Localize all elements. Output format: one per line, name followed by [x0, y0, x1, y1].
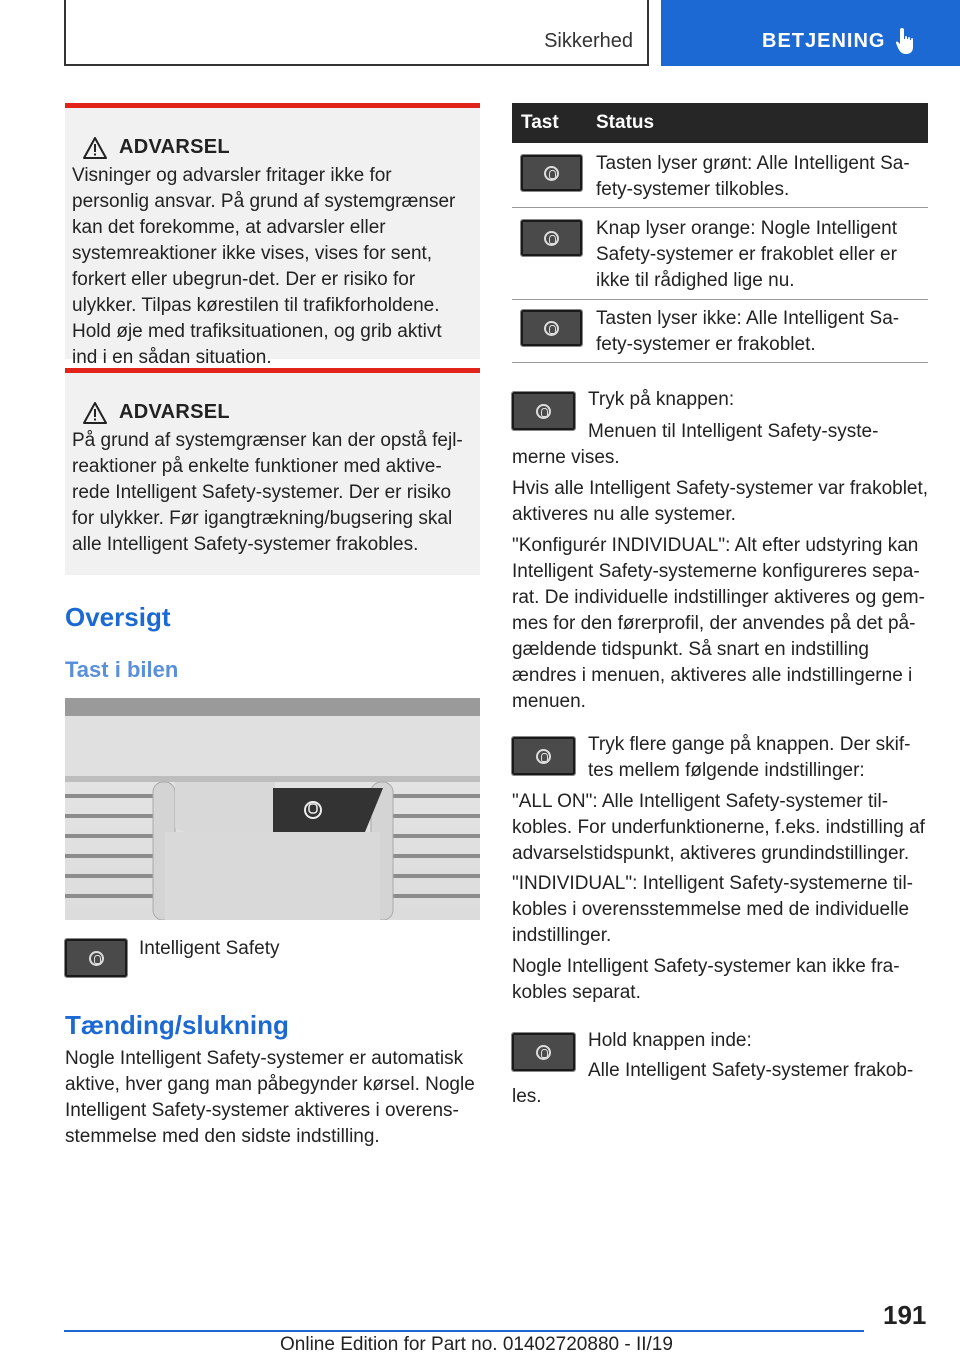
paragraph-3: "ALL ON": Alle Intelligent Safety-systemer til-kobles. For underfunktionerne, f.eks. indstilling af advarselstidspunkt, aktiveres grundindstillinger.: [512, 791, 925, 864]
col-tast: Tast: [521, 112, 559, 133]
warning-title: ADVARSEL: [119, 136, 230, 158]
warning-box-2: [65, 368, 480, 575]
paragraph-2: "Konfigurér INDIVIDUAL": Alt efter udstyring kan Intelligent Safety-systemerne konfigureres sepa-rat. De individuelle indstillinger aktiveres og gem-mes for den førerprofil, der anvendes på det på-gældende tidspunkt. Så snart en indstilling ændres i menuen, aktiveres alle indstillingerne i menuen.: [512, 535, 925, 712]
intelligent-safety-key-icon: [65, 939, 127, 977]
col-status: Status: [596, 112, 655, 133]
car-dashboard-image: [65, 698, 480, 920]
warning-triangle-icon: [83, 137, 107, 159]
paragraph-4: "INDIVIDUAL": Intelligent Safety-systemerne til-kobles i overensstemmelse med de individuelle indstillinger.: [512, 873, 914, 946]
hold-label: Hold knappen inde:: [588, 1030, 752, 1051]
table-row: Knap lyser orange: Nogle Intelligent Safety-systemer er frakoblet eller er ikke til rådighed lige nu.: [512, 208, 928, 300]
multi-press-text: Tryk flere gange på knappen. Der skif-tes mellem følgende indstillinger:: [588, 734, 911, 781]
table-header: [512, 103, 928, 143]
taending-text: Nogle Intelligent Safety-systemer er automatisk aktive, hver gang man påbegynder kørsel. Nogle Intelligent Safety-systemer aktiveres i overens-stemmelse med den sidste indstilling.: [65, 1048, 475, 1147]
footer-divider: [64, 1330, 864, 1332]
warning-box-1: [65, 103, 480, 368]
paragraph-1: Hvis alle Intelligent Safety-systemer var frakoblet, aktiveres nu alle systemer.: [512, 478, 929, 525]
heading-taending-slukning: Tænding/slukning: [65, 1010, 289, 1040]
header-section-tab: [64, 0, 649, 66]
warning-triangle-icon: [83, 402, 107, 424]
heading-oversigt: Oversigt: [65, 602, 171, 632]
status-table: [512, 103, 928, 363]
key-green-icon: [521, 155, 582, 191]
paragraph-5: Nogle Intelligent Safety-systemer kan ikke fra-kobles separat.: [512, 956, 900, 1003]
page-number: 191: [883, 1300, 927, 1330]
key-off-icon: [521, 310, 582, 346]
hold-text: Alle Intelligent Safety-systemer frakob-les.: [512, 1060, 914, 1107]
table-row: Tasten lyser ikke: Alle Intelligent Sa-fety-systemer er frakoblet.: [512, 300, 928, 363]
key-caption: Intelligent Safety: [139, 938, 280, 959]
key-orange-icon: [521, 220, 582, 256]
chapter-title: BETJENING: [762, 30, 886, 52]
warning-text: Visninger og advarsler fritager ikke for personlig ansvar. På grund af systemgrænser kan det forekomme, at advarsler eller systemreaktioner ikke vises, vises for sent, forkert eller ubegrun-det. Der er risiko for ulykker. Tilpas kørestilen til trafikforholdene. Hold øje med trafiksituationen, og grib aktivt ind i en sådan situation.: [72, 165, 456, 368]
warning-title: ADVARSEL: [119, 401, 230, 423]
press-text: Menuen til Intelligent Safety-syste-merne vises.: [512, 421, 879, 468]
header-chapter-tab: [661, 0, 960, 66]
table-row: Tasten lyser grønt: Alle Intelligent Sa-fety-systemer tilkobles.: [512, 143, 928, 208]
warning-text: På grund af systemgrænser kan der opstå fejl-reaktioner på enkelte funktioner med aktive-rede Intelligent Safety-systemer. Der er risiko for ulykker. Før igangtrækning/bugsering skal alle Intelligent Safety-systemer frakobles.: [72, 430, 463, 555]
footer-edition: Online Edition for Part no. 01402720880 - II/19: [280, 1334, 673, 1355]
section-title: Sikkerhed: [544, 30, 633, 52]
pointing-hand-icon: [894, 26, 918, 56]
multi-press-key-icon: [512, 737, 575, 775]
heading-tast-i-bilen: Tast i bilen: [65, 657, 179, 682]
press-label: Tryk på knappen:: [588, 389, 735, 410]
